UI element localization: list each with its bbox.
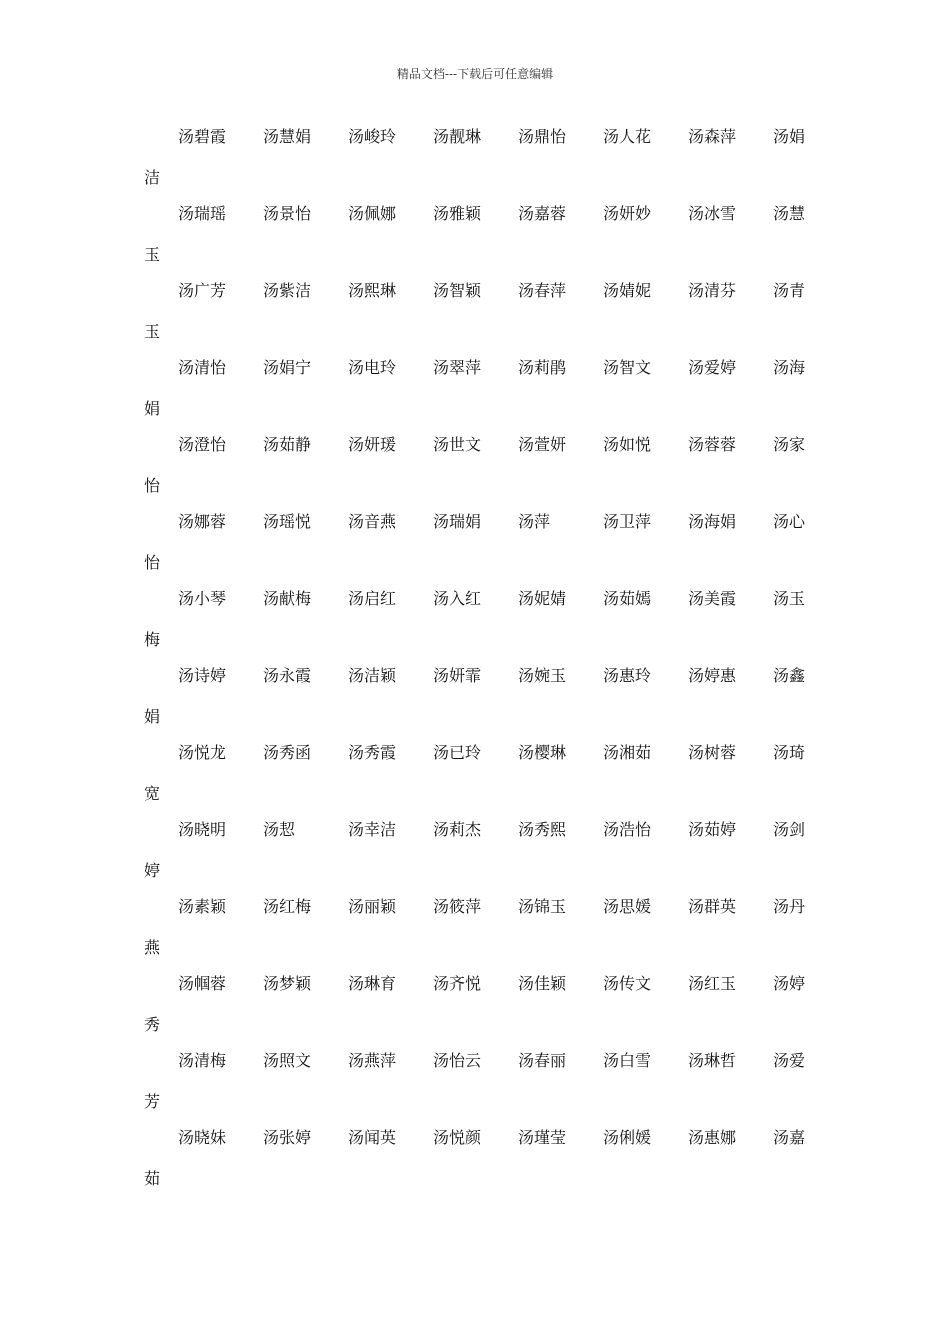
name-entry: 汤茹嫣 <box>603 589 652 608</box>
name-entry: 汤小琴 <box>178 589 227 608</box>
name-row <box>0 281 950 301</box>
name-entry: 汤丽颖 <box>348 897 397 916</box>
name-entry: 汤音燕 <box>348 512 397 531</box>
wrapped-name-char: 宽 <box>144 784 161 803</box>
name-entry: 汤婷 <box>773 974 806 993</box>
name-entry: 汤慧娟 <box>263 127 312 146</box>
name-entry: 汤诗婷 <box>178 666 227 685</box>
name-entry: 汤晓妹 <box>178 1128 227 1147</box>
name-entry: 汤智文 <box>603 358 652 377</box>
name-entry: 汤靓琳 <box>433 127 482 146</box>
name-entry: 汤帼蓉 <box>178 974 227 993</box>
name-row <box>0 820 950 840</box>
name-entry: 汤爱婷 <box>688 358 737 377</box>
name-row <box>0 127 950 147</box>
name-row <box>0 897 950 917</box>
name-entry: 汤燕萍 <box>348 1051 397 1070</box>
name-row <box>0 1051 950 1071</box>
wrapped-name-char: 怡 <box>144 553 161 572</box>
name-entry: 汤张婷 <box>263 1128 312 1147</box>
name-entry: 汤鼎怡 <box>518 127 567 146</box>
name-entry: 汤春丽 <box>518 1051 567 1070</box>
name-entry: 汤美霞 <box>688 589 737 608</box>
name-entry: 汤樱琳 <box>518 743 567 762</box>
name-entry: 汤萍 <box>518 512 551 531</box>
name-entry: 汤树蓉 <box>688 743 737 762</box>
name-entry: 汤传文 <box>603 974 652 993</box>
name-entry: 汤素颖 <box>178 897 227 916</box>
name-entry: 汤如悦 <box>603 435 652 454</box>
name-entry: 汤婉玉 <box>518 666 567 685</box>
name-row <box>0 204 950 224</box>
name-entry: 汤人花 <box>603 127 652 146</box>
wrapped-name-char: 玉 <box>144 245 161 264</box>
name-entry: 汤晓明 <box>178 820 227 839</box>
wrapped-name-char: 芳 <box>144 1092 161 1111</box>
name-entry: 汤俐媛 <box>603 1128 652 1147</box>
name-entry: 汤心 <box>773 512 806 531</box>
wrapped-name-char: 娟 <box>144 399 161 418</box>
name-entry: 汤琳哲 <box>688 1051 737 1070</box>
name-entry: 汤入红 <box>433 589 482 608</box>
name-entry: 汤清梅 <box>178 1051 227 1070</box>
wrapped-name-char: 洁 <box>144 168 161 187</box>
name-entry: 汤剑 <box>773 820 806 839</box>
name-entry: 汤婧妮 <box>603 281 652 300</box>
name-entry: 汤世文 <box>433 435 482 454</box>
name-entry: 汤永霞 <box>263 666 312 685</box>
name-entry: 汤清怡 <box>178 358 227 377</box>
name-entry: 汤青 <box>773 281 806 300</box>
name-entry: 汤峻玲 <box>348 127 397 146</box>
name-entry: 汤怡云 <box>433 1051 482 1070</box>
name-entry: 汤冰雪 <box>688 204 737 223</box>
name-entry: 汤瑾莹 <box>518 1128 567 1147</box>
name-entry: 汤海 <box>773 358 806 377</box>
name-entry: 汤妍瑗 <box>348 435 397 454</box>
name-entry: 汤萱妍 <box>518 435 567 454</box>
name-entry: 汤茹静 <box>263 435 312 454</box>
name-entry: 汤秀函 <box>263 743 312 762</box>
name-entry: 汤佩娜 <box>348 204 397 223</box>
name-entry: 汤湘茹 <box>603 743 652 762</box>
name-entry: 汤莉杰 <box>433 820 482 839</box>
name-entry: 汤瑶悦 <box>263 512 312 531</box>
name-entry: 汤妍妙 <box>603 204 652 223</box>
name-entry: 汤佳颖 <box>518 974 567 993</box>
name-entry: 汤群英 <box>688 897 737 916</box>
name-entry: 汤齐悦 <box>433 974 482 993</box>
name-entry: 汤浩怡 <box>603 820 652 839</box>
name-entry: 汤筱萍 <box>433 897 482 916</box>
name-entry: 汤熙琳 <box>348 281 397 300</box>
name-row <box>0 358 950 378</box>
name-entry: 汤悦颜 <box>433 1128 482 1147</box>
name-entry: 汤娜蓉 <box>178 512 227 531</box>
name-row <box>0 666 950 686</box>
name-entry: 汤锦玉 <box>518 897 567 916</box>
name-entry: 汤红梅 <box>263 897 312 916</box>
name-entry: 汤启红 <box>348 589 397 608</box>
name-entry: 汤思媛 <box>603 897 652 916</box>
name-entry: 汤瑞娟 <box>433 512 482 531</box>
name-entry: 汤玉 <box>773 589 806 608</box>
name-entry: 汤春萍 <box>518 281 567 300</box>
name-entry: 汤已玲 <box>433 743 482 762</box>
name-entry: 汤闻英 <box>348 1128 397 1147</box>
name-entry: 汤惠玲 <box>603 666 652 685</box>
name-entry: 汤莉鹃 <box>518 358 567 377</box>
name-entry: 汤澄怡 <box>178 435 227 454</box>
name-entry: 汤妮婧 <box>518 589 567 608</box>
name-entry: 汤白雪 <box>603 1051 652 1070</box>
name-entry: 汤献梅 <box>263 589 312 608</box>
name-entry: 汤惠娜 <box>688 1128 737 1147</box>
name-entry: 汤梦颖 <box>263 974 312 993</box>
name-entry: 汤茹婷 <box>688 820 737 839</box>
name-row <box>0 435 950 455</box>
name-entry: 汤恝 <box>263 820 296 839</box>
name-entry: 汤森萍 <box>688 127 737 146</box>
wrapped-name-char: 梅 <box>144 630 161 649</box>
name-entry: 汤丹 <box>773 897 806 916</box>
name-entry: 汤娟 <box>773 127 806 146</box>
name-entry: 汤照文 <box>263 1051 312 1070</box>
name-entry: 汤爱 <box>773 1051 806 1070</box>
name-entry: 汤嘉蓉 <box>518 204 567 223</box>
name-entry: 汤雅颖 <box>433 204 482 223</box>
name-entry: 汤琳育 <box>348 974 397 993</box>
name-entry: 汤秀霞 <box>348 743 397 762</box>
name-entry: 汤清芬 <box>688 281 737 300</box>
name-entry: 汤琦 <box>773 743 806 762</box>
name-entry: 汤洁颖 <box>348 666 397 685</box>
wrapped-name-char: 燕 <box>144 938 161 957</box>
name-entry: 汤卫萍 <box>603 512 652 531</box>
name-entry: 汤娟宁 <box>263 358 312 377</box>
wrapped-name-char: 玉 <box>144 322 161 341</box>
name-entry: 汤嘉 <box>773 1128 806 1147</box>
name-entry: 汤翠萍 <box>433 358 482 377</box>
name-entry: 汤智颖 <box>433 281 482 300</box>
name-entry: 汤幸洁 <box>348 820 397 839</box>
name-entry: 汤婷惠 <box>688 666 737 685</box>
name-entry: 汤广芳 <box>178 281 227 300</box>
wrapped-name-char: 娟 <box>144 707 161 726</box>
page-header: 精品文档---下载后可任意编辑 <box>396 67 554 81</box>
name-entry: 汤悦龙 <box>178 743 227 762</box>
name-row <box>0 743 950 763</box>
wrapped-name-char: 秀 <box>144 1015 161 1034</box>
name-entry: 汤蓉蓉 <box>688 435 737 454</box>
name-entry: 汤家 <box>773 435 806 454</box>
wrapped-name-char: 怡 <box>144 476 161 495</box>
name-row <box>0 512 950 532</box>
name-entry: 汤碧霞 <box>178 127 227 146</box>
name-row <box>0 1128 950 1148</box>
name-entry: 汤妍霏 <box>433 666 482 685</box>
name-row <box>0 589 950 609</box>
wrapped-name-char: 婷 <box>144 861 161 880</box>
name-entry: 汤电玲 <box>348 358 397 377</box>
name-entry: 汤瑞瑶 <box>178 204 227 223</box>
name-entry: 汤景怡 <box>263 204 312 223</box>
name-entry: 汤紫洁 <box>263 281 312 300</box>
name-entry: 汤海娟 <box>688 512 737 531</box>
name-row <box>0 974 950 994</box>
name-entry: 汤红玉 <box>688 974 737 993</box>
wrapped-name-char: 茹 <box>144 1169 161 1188</box>
name-entry: 汤秀熙 <box>518 820 567 839</box>
name-entry: 汤慧 <box>773 204 806 223</box>
name-entry: 汤鑫 <box>773 666 806 685</box>
